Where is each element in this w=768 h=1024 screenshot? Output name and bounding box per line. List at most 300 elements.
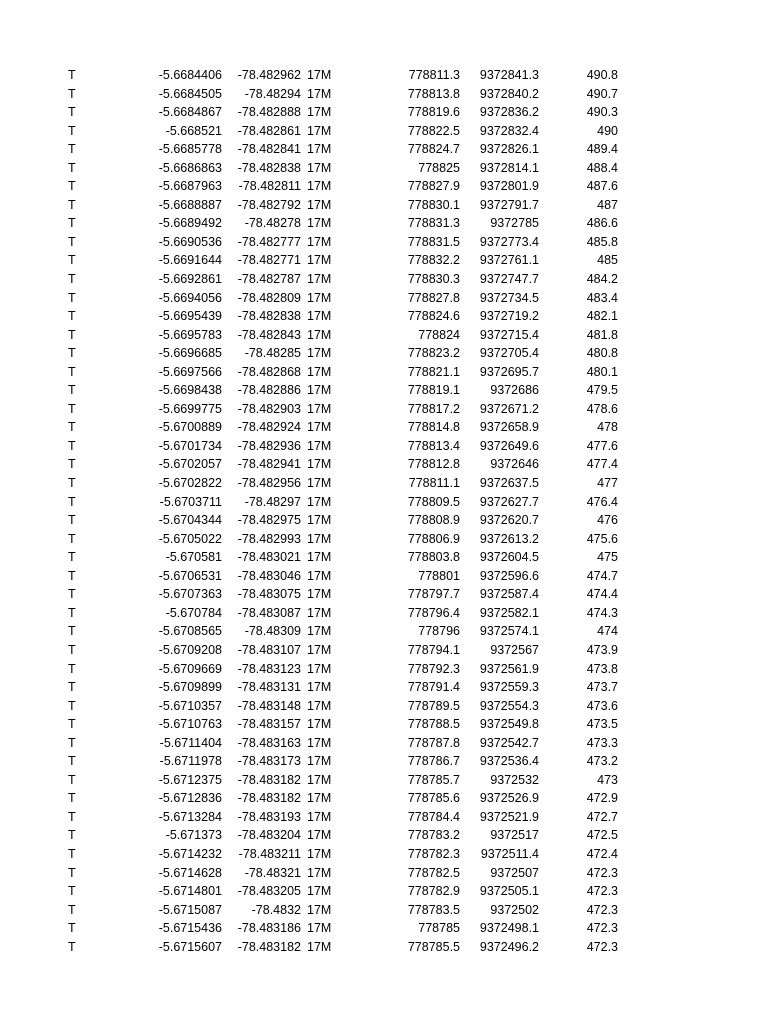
northing-cell: 9372695.7 [479, 364, 539, 379]
elevation-cell: 472.3 [586, 902, 618, 917]
elevation-cell: 482.1 [586, 309, 618, 324]
latitude-cell: -5.6697566 [158, 364, 222, 379]
elevation-cell: 473.9 [586, 642, 618, 657]
longitude-cell: -78.482809 [237, 290, 301, 305]
utm-zone-cell: 17M [307, 531, 332, 546]
longitude-cell: -78.482936 [237, 438, 301, 453]
easting-cell: 778783.2 [407, 828, 460, 843]
elevation-cell: 483.4 [586, 290, 618, 305]
northing-cell: 9372526.9 [479, 791, 539, 806]
northing-cell: 9372715.4 [479, 327, 539, 342]
point-type-cell: T [68, 772, 76, 787]
elevation-cell: 472.3 [586, 939, 618, 954]
latitude-cell: -5.6713284 [158, 809, 222, 824]
point-type-cell: T [68, 809, 76, 824]
table-row [0, 159, 768, 178]
elevation-cell: 472.5 [586, 828, 618, 843]
elevation-cell: 481.8 [586, 327, 618, 342]
latitude-cell: -5.6695783 [158, 327, 222, 342]
easting-cell: 778824 [418, 327, 460, 342]
utm-zone-cell: 17M [307, 327, 332, 342]
point-type-cell: T [68, 290, 76, 305]
elevation-cell: 480.1 [586, 364, 618, 379]
northing-cell: 9372734.5 [479, 290, 539, 305]
utm-zone-cell: 17M [307, 735, 332, 750]
point-type-cell: T [68, 698, 76, 713]
utm-zone-cell: 17M [307, 698, 332, 713]
table-row [0, 641, 768, 660]
northing-cell: 9372841.3 [479, 68, 539, 82]
northing-cell: 9372521.9 [479, 809, 539, 824]
latitude-cell: -5.6705022 [158, 531, 222, 546]
latitude-cell: -5.6714801 [158, 884, 222, 899]
point-type-cell: T [68, 624, 76, 639]
latitude-cell: -5.6714232 [158, 846, 222, 861]
point-type-cell: T [68, 401, 76, 416]
latitude-cell: -5.6712836 [158, 791, 222, 806]
table-row [0, 826, 768, 845]
longitude-cell: -78.483021 [237, 550, 301, 565]
latitude-cell: -5.6700889 [158, 420, 222, 435]
utm-zone-cell: 17M [307, 401, 332, 416]
table-row [0, 363, 768, 382]
northing-cell: 9372840.2 [479, 86, 539, 101]
easting-cell: 778796.4 [407, 605, 460, 620]
longitude-cell: -78.483186 [237, 921, 301, 936]
utm-zone-cell: 17M [307, 179, 332, 194]
northing-cell: 9372554.3 [479, 698, 539, 713]
elevation-cell: 473.3 [586, 735, 618, 750]
point-type-cell: T [68, 327, 76, 342]
longitude-cell: -78.482843 [237, 327, 301, 342]
easting-cell: 778808.9 [407, 513, 460, 528]
table-row [0, 493, 768, 512]
elevation-cell: 484.2 [586, 272, 618, 287]
point-type-cell: T [68, 680, 76, 695]
table-row [0, 474, 768, 493]
table-row [0, 660, 768, 679]
point-type-cell: T [68, 531, 76, 546]
table-row [0, 177, 768, 196]
latitude-cell: -5.6695439 [158, 309, 222, 324]
utm-zone-cell: 17M [307, 86, 332, 101]
northing-cell: 9372505.1 [479, 884, 539, 899]
easting-cell: 778785 [418, 921, 460, 936]
point-type-cell: T [68, 105, 76, 120]
point-type-cell: T [68, 939, 76, 954]
table-row [0, 715, 768, 734]
northing-cell: 9372561.9 [479, 661, 539, 676]
elevation-cell: 488.4 [586, 160, 618, 175]
elevation-cell: 473.5 [586, 717, 618, 732]
elevation-cell: 490 [597, 123, 618, 138]
point-type-cell: T [68, 383, 76, 398]
northing-cell: 9372596.6 [479, 568, 539, 583]
latitude-cell: -5.6709669 [158, 661, 222, 676]
latitude-cell: -5.670784 [165, 605, 222, 620]
easting-cell: 778824.7 [407, 142, 460, 157]
longitude-cell: -78.482838 [237, 309, 301, 324]
northing-cell: 9372511.4 [480, 846, 539, 861]
utm-zone-cell: 17M [307, 216, 332, 231]
elevation-cell: 475.6 [586, 531, 618, 546]
northing-cell: 9372627.7 [479, 494, 539, 509]
easting-cell: 778831.3 [407, 216, 460, 231]
easting-cell: 778789.5 [407, 698, 460, 713]
elevation-cell: 472.7 [586, 809, 618, 824]
utm-zone-cell: 17M [307, 513, 332, 528]
longitude-cell: -78.4832 [251, 902, 301, 917]
longitude-cell: -78.482975 [237, 513, 301, 528]
latitude-cell: -5.6709899 [158, 680, 222, 695]
longitude-cell: -78.48294 [244, 86, 301, 101]
easting-cell: 778824.6 [407, 309, 460, 324]
longitude-cell: -78.482962 [237, 68, 301, 82]
latitude-cell: -5.6707363 [158, 587, 222, 602]
longitude-cell: -78.482903 [237, 401, 301, 416]
longitude-cell: -78.483204 [237, 828, 301, 843]
latitude-cell: -5.6692861 [158, 272, 222, 287]
northing-cell: 9372832.4 [479, 123, 539, 138]
latitude-cell: -5.668521 [165, 123, 222, 138]
table-row [0, 289, 768, 308]
point-type-cell: T [68, 364, 76, 379]
table-row [0, 85, 768, 104]
table-row [0, 214, 768, 233]
point-type-cell: T [68, 605, 76, 620]
northing-cell: 9372536.4 [479, 754, 539, 769]
point-type-cell: T [68, 86, 76, 101]
table-row [0, 808, 768, 827]
utm-zone-cell: 17M [307, 680, 332, 695]
longitude-cell: -78.482941 [237, 457, 301, 472]
point-type-cell: T [68, 68, 76, 82]
elevation-cell: 472.4 [586, 846, 618, 861]
elevation-cell: 475 [597, 550, 618, 565]
point-type-cell: T [68, 513, 76, 528]
table-row [0, 752, 768, 771]
point-type-cell: T [68, 828, 76, 843]
latitude-cell: -5.6710357 [158, 698, 222, 713]
elevation-cell: 472.9 [586, 791, 618, 806]
northing-cell: 9372705.4 [479, 346, 539, 361]
table-row [0, 437, 768, 456]
easting-cell: 778825 [418, 160, 460, 175]
latitude-cell: -5.6686863 [158, 160, 222, 175]
table-row [0, 622, 768, 641]
point-type-cell: T [68, 902, 76, 917]
utm-zone-cell: 17M [307, 605, 332, 620]
utm-zone-cell: 17M [307, 921, 332, 936]
northing-cell: 9372649.6 [479, 438, 539, 453]
northing-cell: 9372791.7 [479, 197, 539, 212]
longitude-cell: -78.48285 [244, 346, 301, 361]
easting-cell: 778813.4 [407, 438, 460, 453]
utm-zone-cell: 17M [307, 346, 332, 361]
point-type-cell: T [68, 438, 76, 453]
longitude-cell: -78.483205 [237, 884, 301, 899]
easting-cell: 778806.9 [407, 531, 460, 546]
table-row [0, 233, 768, 252]
elevation-cell: 490.7 [586, 86, 618, 101]
northing-cell: 9372719.2 [479, 309, 539, 324]
point-type-cell: T [68, 884, 76, 899]
elevation-cell: 479.5 [586, 383, 618, 398]
latitude-cell: -5.6684505 [158, 86, 222, 101]
elevation-cell: 474.4 [586, 587, 618, 602]
table-row [0, 678, 768, 697]
latitude-cell: -5.6698438 [158, 383, 222, 398]
longitude-cell: -78.483182 [237, 939, 301, 954]
easting-cell: 778813.8 [407, 86, 460, 101]
table-row [0, 697, 768, 716]
latitude-cell: -5.6696685 [158, 346, 222, 361]
elevation-cell: 472.3 [586, 865, 618, 880]
table-row [0, 66, 768, 85]
latitude-cell: -5.6712375 [158, 772, 222, 787]
utm-zone-cell: 17M [307, 438, 332, 453]
utm-zone-cell: 17M [307, 717, 332, 732]
point-type-cell: T [68, 476, 76, 491]
northing-cell: 9372773.4 [479, 234, 539, 249]
table-row [0, 882, 768, 901]
latitude-cell: -5.6691644 [158, 253, 222, 268]
longitude-cell: -78.483163 [237, 735, 301, 750]
table-row [0, 734, 768, 753]
easting-cell: 778830.1 [407, 197, 460, 212]
longitude-cell: -78.483157 [237, 717, 301, 732]
point-type-cell: T [68, 234, 76, 249]
longitude-cell: -78.482861 [237, 123, 301, 138]
easting-cell: 778783.5 [407, 902, 460, 917]
elevation-cell: 477.4 [586, 457, 618, 472]
table-row [0, 548, 768, 567]
easting-cell: 778782.3 [407, 846, 460, 861]
northing-cell: 9372814.1 [479, 160, 539, 175]
easting-cell: 778817.2 [407, 401, 460, 416]
longitude-cell: -78.482777 [237, 234, 301, 249]
utm-zone-cell: 17M [307, 828, 332, 843]
easting-cell: 778782.9 [407, 884, 460, 899]
easting-cell: 778831.5 [407, 234, 460, 249]
point-type-cell: T [68, 253, 76, 268]
longitude-cell: -78.482956 [237, 476, 301, 491]
longitude-cell: -78.482924 [237, 420, 301, 435]
elevation-cell: 473.2 [586, 754, 618, 769]
longitude-cell: -78.483193 [237, 809, 301, 824]
northing-cell: 9372549.8 [479, 717, 539, 732]
longitude-cell: -78.482792 [237, 197, 301, 212]
point-type-cell: T [68, 846, 76, 861]
latitude-cell: -5.6706531 [158, 568, 222, 583]
longitude-cell: -78.482888 [237, 105, 301, 120]
point-type-cell: T [68, 865, 76, 880]
utm-zone-cell: 17M [307, 661, 332, 676]
elevation-cell: 473 [597, 772, 618, 787]
point-type-cell: T [68, 309, 76, 324]
point-type-cell: T [68, 420, 76, 435]
table-row [0, 901, 768, 920]
northing-cell: 9372498.1 [479, 921, 539, 936]
elevation-cell: 487.6 [586, 179, 618, 194]
longitude-cell: -78.482787 [237, 272, 301, 287]
table-row [0, 771, 768, 790]
longitude-cell: -78.482811 [238, 179, 301, 194]
table-row [0, 103, 768, 122]
latitude-cell: -5.6688887 [158, 197, 222, 212]
utm-zone-cell: 17M [307, 642, 332, 657]
longitude-cell: -78.482771 [237, 253, 301, 268]
table-row [0, 326, 768, 345]
elevation-cell: 487 [597, 197, 618, 212]
latitude-cell: -5.6715087 [158, 902, 222, 917]
latitude-cell: -5.6711404 [159, 735, 222, 750]
utm-zone-cell: 17M [307, 253, 332, 268]
latitude-cell: -5.6708565 [158, 624, 222, 639]
longitude-cell: -78.483075 [237, 587, 301, 602]
latitude-cell: -5.6704344 [158, 513, 222, 528]
elevation-cell: 473.6 [586, 698, 618, 713]
table-row [0, 381, 768, 400]
northing-cell: 9372620.7 [479, 513, 539, 528]
longitude-cell: -78.483182 [237, 772, 301, 787]
easting-cell: 778786.7 [407, 754, 460, 769]
easting-cell: 778794.1 [407, 642, 460, 657]
utm-zone-cell: 17M [307, 846, 332, 861]
latitude-cell: -5.6710763 [158, 717, 222, 732]
northing-cell: 9372496.2 [479, 939, 539, 954]
utm-zone-cell: 17M [307, 902, 332, 917]
utm-zone-cell: 17M [307, 791, 332, 806]
utm-zone-cell: 17M [307, 234, 332, 249]
easting-cell: 778792.3 [407, 661, 460, 676]
table-row [0, 845, 768, 864]
utm-zone-cell: 17M [307, 364, 332, 379]
longitude-cell: -78.48297 [244, 494, 301, 509]
easting-cell: 778830.3 [407, 272, 460, 287]
elevation-cell: 476 [597, 513, 618, 528]
northing-cell: 9372671.2 [479, 401, 539, 416]
northing-cell: 9372761.1 [479, 253, 539, 268]
point-type-cell: T [68, 587, 76, 602]
table-row [0, 530, 768, 549]
easting-cell: 778814.8 [407, 420, 460, 435]
longitude-cell: -78.482868 [237, 364, 301, 379]
utm-zone-cell: 17M [307, 68, 332, 82]
longitude-cell: -78.483046 [237, 568, 301, 583]
utm-zone-cell: 17M [307, 290, 332, 305]
latitude-cell: -5.6684867 [158, 105, 222, 120]
northing-cell: 9372646 [490, 457, 539, 472]
longitude-cell: -78.483211 [238, 846, 301, 861]
elevation-cell: 474.7 [586, 568, 618, 583]
utm-zone-cell: 17M [307, 383, 332, 398]
northing-cell: 9372785 [490, 216, 539, 231]
easting-cell: 778832.2 [407, 253, 460, 268]
easting-cell: 778785.5 [407, 939, 460, 954]
table-row [0, 919, 768, 938]
longitude-cell: -78.48321 [244, 865, 301, 880]
easting-cell: 778819.6 [407, 105, 460, 120]
elevation-cell: 485 [597, 253, 618, 268]
latitude-cell: -5.6684406 [158, 68, 222, 82]
easting-cell: 778788.5 [407, 717, 460, 732]
northing-cell: 9372559.3 [479, 680, 539, 695]
point-type-cell: T [68, 642, 76, 657]
table-row [0, 307, 768, 326]
point-type-cell: T [68, 735, 76, 750]
point-type-cell: T [68, 457, 76, 472]
longitude-cell: -78.48309 [244, 624, 301, 639]
easting-cell: 778809.5 [407, 494, 460, 509]
point-type-cell: T [68, 661, 76, 676]
utm-zone-cell: 17M [307, 754, 332, 769]
point-type-cell: T [68, 921, 76, 936]
table-row [0, 938, 768, 957]
utm-zone-cell: 17M [307, 568, 332, 583]
northing-cell: 9372507 [490, 865, 539, 880]
easting-cell: 778784.4 [407, 809, 460, 824]
northing-cell: 9372542.7 [479, 735, 539, 750]
utm-zone-cell: 17M [307, 865, 332, 880]
utm-zone-cell: 17M [307, 809, 332, 824]
elevation-cell: 477.6 [586, 438, 618, 453]
latitude-cell: -5.6715436 [158, 921, 222, 936]
point-type-cell: T [68, 142, 76, 157]
easting-cell: 778803.8 [407, 550, 460, 565]
latitude-cell: -5.6690536 [158, 234, 222, 249]
table-row [0, 122, 768, 141]
table-row [0, 455, 768, 474]
point-type-cell: T [68, 179, 76, 194]
table-row [0, 789, 768, 808]
utm-zone-cell: 17M [307, 624, 332, 639]
northing-cell: 9372613.2 [479, 531, 539, 546]
easting-cell: 778812.8 [407, 457, 460, 472]
latitude-cell: -5.6703711 [159, 494, 222, 509]
utm-zone-cell: 17M [307, 142, 332, 157]
easting-cell: 778811.3 [408, 68, 460, 82]
utm-zone-cell: 17M [307, 884, 332, 899]
table-row [0, 604, 768, 623]
latitude-cell: -5.6685778 [158, 142, 222, 157]
point-type-cell: T [68, 717, 76, 732]
table-row [0, 270, 768, 289]
longitude-cell: -78.48278 [244, 216, 301, 231]
northing-cell: 9372836.2 [479, 105, 539, 120]
utm-zone-cell: 17M [307, 160, 332, 175]
elevation-cell: 480.8 [586, 346, 618, 361]
point-type-cell: T [68, 197, 76, 212]
northing-cell: 9372604.5 [479, 550, 539, 565]
latitude-cell: -5.6715607 [158, 939, 222, 954]
easting-cell: 778811.1 [408, 476, 460, 491]
utm-zone-cell: 17M [307, 939, 332, 954]
northing-cell: 9372826.1 [479, 142, 539, 157]
table-row [0, 511, 768, 530]
northing-cell: 9372637.5 [479, 476, 539, 491]
northing-cell: 9372658.9 [479, 420, 539, 435]
table-row [0, 418, 768, 437]
longitude-cell: -78.482993 [237, 531, 301, 546]
easting-cell: 778823.2 [407, 346, 460, 361]
northing-cell: 9372574.1 [479, 624, 539, 639]
northing-cell: 9372567 [490, 642, 539, 657]
easting-cell: 778787.8 [407, 735, 460, 750]
longitude-cell: -78.482886 [237, 383, 301, 398]
latitude-cell: -5.6709208 [158, 642, 222, 657]
northing-cell: 9372686 [490, 383, 539, 398]
